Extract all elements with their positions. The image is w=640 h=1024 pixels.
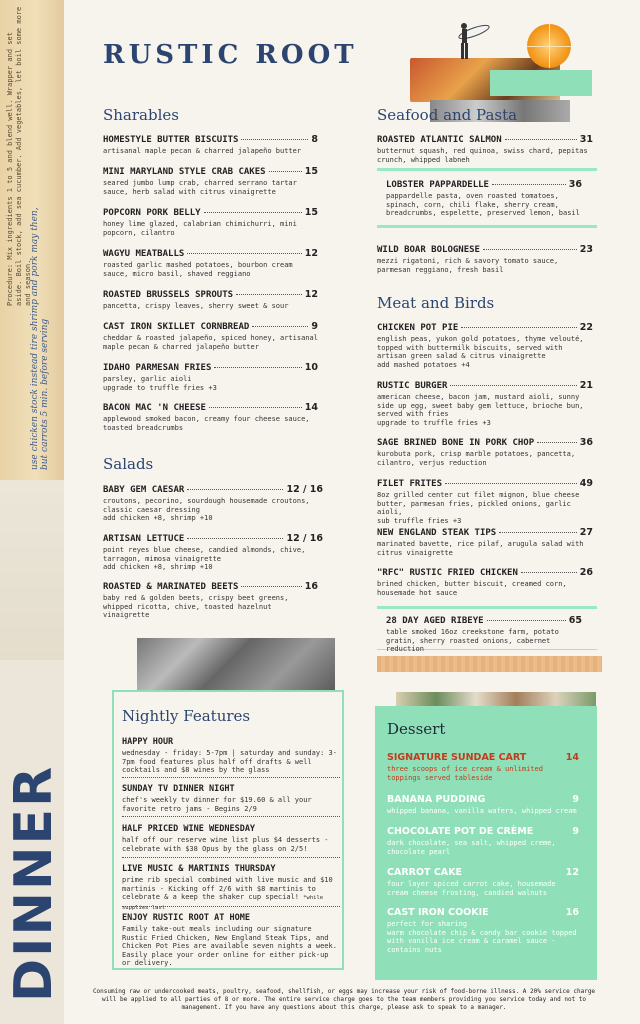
item-price: 12 / 16 (286, 484, 323, 495)
bw-crowd-photo (137, 638, 335, 698)
item-name: HOMESTYLE BUTTER BISCUITS (103, 135, 239, 145)
dessert-item (387, 794, 579, 816)
dot-leader (241, 139, 308, 140)
item-price: 16 (304, 581, 318, 592)
feature-item (122, 737, 340, 775)
menu-item (377, 134, 593, 164)
menu-item (377, 322, 593, 369)
feature-description: wednesday - friday: 5-7pm | saturday and sunday: 3-7pm food features plus half off drafts & well cocktails and $8 wines by the glass (122, 749, 337, 774)
item-description: parsley, garlic aioli upgrade to truffle fries +3 (103, 375, 217, 392)
item-description: english peas, yukon gold potatoes, thyme velouté, topped with buttermilk biscuits, served with artisan green salad & citrus vinaigrette add mashed potatoes +4 (377, 335, 584, 369)
dot-leader (537, 442, 577, 443)
recipe-card-image (0, 0, 64, 480)
item-description: whipped banana, vanilla wafers, whipped cream (387, 807, 577, 815)
menu-item (377, 567, 593, 597)
item-name: ROASTED BRUSSELS SPROUTS (103, 290, 234, 300)
feature-name: HALF PRICED WINE WEDNESDAY (122, 824, 256, 834)
dot-leader (187, 253, 301, 254)
recipe-handwriting: use chicken stock instead tire shrimp and pork may then, but carrots 5 min. before serving (30, 207, 50, 470)
item-description: applewood smoked bacon, creamy four cheese sauce, toasted breadcrumbs (103, 415, 310, 432)
feature-name: SUNDAY TV DINNER NIGHT (122, 784, 235, 794)
item-name: WAGYU MEATBALLS (103, 249, 185, 259)
item-name: WILD BOAR BOLOGNESE (377, 245, 480, 255)
section-title-meat: Meat and Birds (377, 294, 495, 312)
item-price: 16 (565, 907, 579, 918)
item-price: 9 (311, 321, 318, 332)
dessert-item (387, 867, 579, 897)
item-price: 23 (579, 244, 593, 255)
item-price: 9 (572, 794, 579, 805)
item-name: ROASTED ATLANTIC SALMON (377, 135, 502, 145)
item-name: SIGNATURE SUNDAE CART (387, 752, 527, 763)
item-name: POPCORN PORK BELLY (103, 208, 201, 218)
feature-separator (122, 777, 340, 778)
item-name: MINI MARYLAND STYLE CRAB CAKES (103, 167, 266, 177)
feature-separator (122, 816, 340, 817)
item-description: pancetta, crispy leaves, sherry sweet & sour (103, 302, 289, 310)
feature-description: Family take-out meals including our signature Rustic Fried Chicken, New England Steak Tips, and Chicken Pot Pies are available seven nights a week. Easily place your order online for either pick-up or delivery. (122, 925, 337, 967)
item-price: 12 (304, 289, 318, 300)
item-price: 21 (579, 380, 593, 391)
item-name: 28 DAY AGED RIBEYE (386, 616, 484, 626)
feature-name: ENJOY RUSTIC ROOT AT HOME (122, 913, 250, 923)
menu-item (103, 166, 318, 196)
section-title-salads: Salads (103, 455, 154, 473)
recipe-card-text: Procedure: Mix ingredients 1 to 5 and blend well. Wrapper and set aside. Boil stock, add sea cucumber. Add vegetables, let boil some more and season. (6, 6, 32, 306)
dot-leader (269, 171, 302, 172)
feature-separator (122, 857, 340, 858)
item-price: 14 (304, 402, 318, 413)
item-price: 12 (304, 248, 318, 259)
item-description: 8oz grilled center cut filet mignon, blue cheese butter, parmesan fries, pickled onions, garlic aioli, sub truffle fries +3 (377, 491, 580, 525)
item-price: 14 (565, 752, 579, 763)
section-title-sharables: Sharables (103, 106, 179, 124)
feature-note: *while supplies last (122, 895, 324, 911)
feature-description: half off our reserve wine list plus $4 desserts - celebrate with $38 Opus by the glass on 2/5! (122, 836, 329, 853)
item-description: brined chicken, butter biscuit, creamed corn, housemade hot sauce (377, 580, 567, 597)
dot-leader (505, 139, 577, 140)
menu-item-featured (386, 179, 582, 218)
feature-item (122, 784, 340, 813)
feature-description-text: prime rib special combined with live music and $10 martinis - Kicking off 2/6 with $8 martinis to celebrate & a keep the shaker cup special! (122, 876, 333, 901)
item-name: ARTISAN LETTUCE (103, 534, 185, 544)
dot-leader (187, 489, 283, 490)
feature-name: HAPPY HOUR (122, 737, 174, 747)
menu-item (103, 402, 318, 432)
item-price: 26 (579, 567, 593, 578)
menu-item (103, 207, 318, 237)
item-name: FILET FRITES (377, 479, 443, 489)
item-name: BACON MAC 'N CHEESE (103, 403, 206, 413)
menu-item (103, 484, 323, 523)
menu-item (103, 134, 318, 156)
dot-leader (236, 294, 302, 295)
item-name: CHICKEN POT PIE (377, 323, 459, 333)
dot-leader (445, 483, 577, 484)
item-name: IDAHO PARMESAN FRIES (103, 363, 212, 373)
dot-leader (241, 586, 301, 587)
item-description: point reyes blue cheese, candied almonds, chive, tarragon, mimosa vinaigrette add chicken +8, shrimp +10 (103, 546, 306, 571)
item-price: 15 (304, 166, 318, 177)
item-description: three scoops of ice cream & unlimited toppings served tableside (387, 765, 543, 782)
item-description: marinated bavette, rice pilaf, arugula salad with citrus vinaigrette (377, 540, 584, 557)
item-price: 49 (579, 478, 593, 489)
item-price: 65 (568, 615, 582, 626)
footer-disclaimer: Consuming raw or undercooked meats, poultry, seafood, shellfish, or eggs may increase your risk of food-borne illness. A 20% service charge will be applied to all parties of 8 or more. The entire service charge goes to the team members providing you service today and not to management. If you have any questions about this charge, please ask to speak to a manager. (92, 988, 596, 1011)
item-name: CAST IRON SKILLET CORNBREAD (103, 322, 250, 332)
dinner-vertical-title: DINNER (4, 764, 64, 1002)
item-price: 36 (579, 437, 593, 448)
item-name: ROASTED & MARINATED BEETS (103, 582, 239, 592)
menu-item (377, 478, 593, 525)
item-name: CHOCOLATE POT DE CRÈME (387, 826, 534, 837)
dot-leader (252, 326, 308, 327)
feature-item (122, 824, 340, 853)
item-description: dark chocolate, sea salt, whipped creme, chocolate pearl (387, 839, 556, 856)
menu-item (377, 437, 593, 467)
brand-title: RUSTIC ROOT (103, 40, 358, 70)
menu-item (103, 289, 318, 311)
feature-item (122, 913, 340, 968)
item-description: artisanal maple pecan & charred jalapeño butter (103, 147, 302, 155)
item-name: "RFC" RUSTIC FRIED CHICKEN (377, 568, 518, 578)
feature-item (122, 864, 340, 912)
dot-leader (483, 249, 577, 250)
dot-leader (209, 407, 302, 408)
item-description: cheddar & roasted jalapeño, spiced honey, artisanal maple pecan & charred jalapeño butter (103, 334, 318, 351)
item-price: 22 (579, 322, 593, 333)
item-name: BABY GEM CAESAR (103, 485, 185, 495)
item-description: perfect for sharing warm chocolate chip & candy bar cookie topped with vanilla ice cream & caramel sauce - contains nuts (387, 920, 577, 954)
feature-description: chef's weekly tv dinner for $19.60 & all your favorite retro jams - Begins 2/9 (122, 796, 312, 813)
item-name: CAST IRON COOKIE (387, 907, 489, 918)
item-name: LOBSTER PAPPARDELLE (386, 180, 489, 190)
paper-tape-strip (377, 656, 602, 672)
menu-item (103, 581, 318, 620)
dot-leader (492, 184, 566, 185)
item-description: seared jumbo lump crab, charred serrano tartar sauce, herb salad with citrus vinaigrette (103, 179, 297, 196)
item-name: CARROT CAKE (387, 867, 462, 878)
item-price: 10 (304, 362, 318, 373)
section-title-seafood: Seafood and Pasta (377, 106, 518, 124)
item-price: 9 (572, 826, 579, 837)
menu-item (377, 380, 593, 427)
item-description: four layer spiced carrot cake, housemade cream cheese frosting, candied walnuts (387, 880, 556, 897)
item-description: mezzi rigatoni, rich & savory tomato sauce, parmesan reggiano, fresh basil (377, 257, 559, 274)
dot-leader (487, 620, 566, 621)
item-description: baby red & golden beets, crispy beet greens, whipped ricotta, chive, toasted hazelnut vinaigrette (103, 594, 289, 619)
mint-paper-strip (490, 70, 592, 96)
item-description: croutons, pecorino, sourdough housemade croutons, classic caesar dressing add chicken +8, shrimp +10 (103, 497, 310, 522)
left-decor-strip (0, 0, 64, 1024)
item-description: honey lime glazed, calabrian chimichurri, mini popcorn, cilantro (103, 220, 297, 237)
header-collage (410, 10, 590, 110)
dessert-item (387, 907, 579, 954)
menu-item (103, 362, 318, 392)
dot-leader (450, 385, 576, 386)
item-price: 12 (565, 867, 579, 878)
feature-name: LIVE MUSIC & MARTINIS THURSDAY (122, 864, 276, 874)
dot-leader (187, 538, 283, 539)
dot-leader (499, 532, 577, 533)
item-price: 36 (568, 179, 582, 190)
menu-item (103, 248, 318, 278)
dot-leader (214, 367, 301, 368)
item-price: 12 / 16 (286, 533, 323, 544)
item-description: table smoked 16oz creekstone farm, potato gratin, sherry roasted onions, cabernet reduction (386, 628, 559, 653)
surfer-icon (450, 20, 490, 64)
item-description: butternut squash, red quinoa, swiss chard, pepitas crunch, whipped labneh (377, 147, 588, 164)
item-price: 15 (304, 207, 318, 218)
menu-item (377, 527, 593, 557)
dot-leader (521, 572, 577, 573)
item-name: SAGE BRINED BONE IN PORK CHOP (377, 438, 535, 448)
orange-segment-line (527, 46, 571, 47)
dot-leader (204, 212, 302, 213)
menu-item-featured (386, 615, 582, 654)
item-price: 31 (579, 134, 593, 145)
menu-item (103, 321, 318, 351)
section-title-nightly: Nightly Features (122, 707, 251, 725)
item-name: NEW ENGLAND STEAK TIPS (377, 528, 497, 538)
dessert-item-featured (387, 752, 579, 782)
menu-item (103, 533, 323, 572)
dessert-item (387, 826, 579, 856)
item-name: BANANA PUDDING (387, 794, 486, 805)
item-name: RUSTIC BURGER (377, 381, 448, 391)
dot-leader (461, 327, 576, 328)
item-description: american cheese, bacon jam, mustard aioli, sunny side up egg, sweet baby gem lettuce, brioche bun, served with fries upgrade to truffle fries +3 (377, 393, 584, 427)
section-title-dessert: Dessert (387, 720, 446, 738)
item-description: pappardelle pasta, oven roasted tomatoes, spinach, corn, chili flake, sherry cream, breadcrumbs, espelette, preserved lemon, basil (386, 192, 580, 217)
menu-item (377, 244, 593, 274)
item-price: 8 (311, 134, 318, 145)
item-description: kurobuta pork, crisp marble potatoes, pancetta, cilantro, verjus reduction (377, 450, 576, 467)
item-price: 27 (579, 527, 593, 538)
paper-texture (0, 480, 64, 660)
feature-separator (122, 906, 340, 907)
item-description: roasted garlic mashed potatoes, bourbon cream sauce, micro basil, shaved reggiano (103, 261, 293, 278)
